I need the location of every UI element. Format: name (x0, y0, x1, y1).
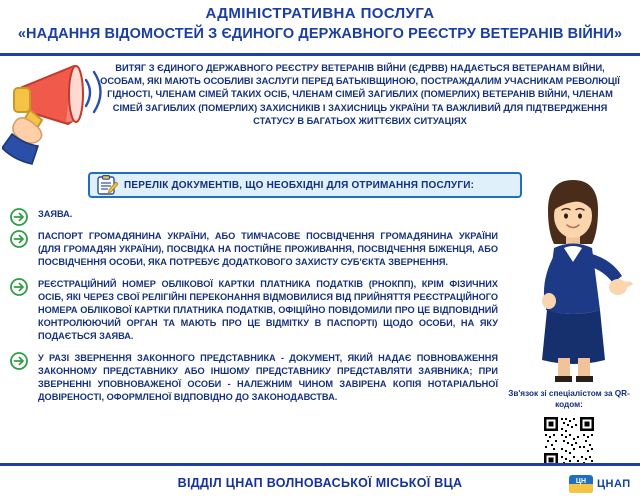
qr-block (508, 388, 630, 471)
page-title: АДМІНІСТРАТИВНА ПОСЛУГА (205, 5, 435, 22)
cnap-badge-icon (568, 472, 594, 496)
list-item (8, 352, 498, 404)
list-item (8, 278, 498, 343)
list-item-text: ЗАЯВА. (38, 209, 73, 219)
cnap-logo (568, 470, 630, 498)
page-subtitle: «НАДАННЯ ВІДОМОСТЕЙ З ЄДИНОГО ДЕРЖАВНОГО РЕЄСТРУ ВЕТЕРАНІВ ВІЙНИ» (17, 26, 623, 42)
cnap-logo-text: ЦНАП (597, 478, 631, 490)
qr-caption: Зв'язок зі спеціалістом за QR-кодом: (508, 389, 630, 409)
list-item (8, 230, 498, 269)
arrow-right-icon (10, 230, 28, 248)
footer-text: ВІДДІЛ ЦНАП ВОЛНОВАСЬКОЇ МІСЬКОЇ ВЦА (177, 476, 463, 490)
list-item-text: РЕЄСТРАЦІЙНИЙ НОМЕР ОБЛІКОВОЇ КАРТКИ ПЛАТНИКА ПОДАТКІВ (РНОКПП), КРІМ ФІЗИЧНИХ ОСІБ, ЯКІ ЧЕРЕЗ СВОЇ РЕЛІГІЙНІ ПЕРЕКОНАННЯ ВІДМОВИЛИСЯ ВІД ПРИЙНЯТТЯ РЕЄСТРАЦІЙНОГО НОМЕРА ОБЛІКОВОЇ КАРТКИ ПЛАТНИКА ПОДАТКІВ, ОФІЦІЙНО ПОВІДОМИЛИ ПРО ЦЕ ВІДПОВІДНИЙ КОНТРОЛЮЮЧИЙ ОРГАН ТА МАЮТЬ ПРО ЦЕ ВІДМІТКУ В ПАСПОРТІ) ЩОДО ОСОБИ, НА ЯКУ ПОДАЄТЬСЯ ЗАЯВА. (38, 279, 498, 341)
list-item (8, 208, 498, 221)
documents-list (8, 208, 498, 413)
list-item-text: ПАСПОРТ ГРОМАДЯНИНА УКРАЇНИ, АБО ТИМЧАСОВЕ ПОСВІДЧЕННЯ ГРОМАДЯНИНА УКРАЇНИ (ДЛЯ ГРОМАДЯН УКРАЇНИ), ПОСВІДКА НА ПОСТІЙНЕ ПРОЖИВАННЯ, ПОСВІДЧЕННЯ БІЖЕНЦЯ, АБО ПОСВІДЧЕННЯ ОСОБИ, ЯКА ПОТРЕБУЄ ДОДАТКОВОГО ЗАХИСТУ СУБ'ЄКТА ЗВЕРНЕННЯ. (38, 231, 498, 267)
clipboard-icon (96, 175, 118, 195)
arrow-right-icon (10, 278, 28, 296)
header (0, 0, 640, 56)
arrow-right-icon (10, 352, 28, 370)
documents-banner-title: ПЕРЕЛІК ДОКУМЕНТІВ, ЩО НЕОБХІДНІ ДЛЯ ОТРИМАННЯ ПОСЛУГИ: (124, 179, 475, 191)
arrow-right-icon (10, 208, 28, 226)
footer (0, 463, 640, 500)
svg-text:ЦН: ЦН (575, 478, 587, 485)
intro-paragraph: ВИТЯГ З ЄДИНОГО ДЕРЖАВНОГО РЕЄСТРУ ВЕТЕРАНІВ ВІЙНИ (ЄДРВВ) НАДАЄТЬСЯ ВЕТЕРАНАМ ВІЙНИ, ОСОБАМ, ЯКІ МАЮТЬ ОСОБЛИВІ ЗАСЛУГИ ПЕРЕД БАТЬКІВЩИНОЮ, ПОСТРАЖДАЛИМ УЧАСНИКАМ РЕВОЛЮЦІЇ ГІДНОСТІ, ЧЛЕНАМ СІМЕЙ ТАКИХ ОСІБ, ЧЛЕНАМ СІМЕЙ ЗАГИБЛИХ (ПОМЕРЛИХ) ВЕТЕРАНІВ ВІЙНИ, ЧЛЕНАМ СІМЕЙ ЗАГИБЛИХ (ПОМЕРЛИХ) ЗАХИСНИКІВ І ЗАХИСНИЦЬ УКРАЇНИ ТА ВАЖЛИВИЙ ДЛЯ ПІДТВЕРДЖЕННЯ СТАТУСУ В БАГАТЬОХ ЖИТТЄВИХ СИТУАЦІЯХ (100, 63, 620, 126)
megaphone-icon (2, 58, 106, 170)
woman-consultant-illustration (506, 170, 636, 385)
list-item-text: У РАЗІ ЗВЕРНЕННЯ ЗАКОННОГО ПРЕДСТАВНИКА - ДОКУМЕНТ, ЯКИЙ НАДАЄ ПОВНОВАЖЕННЯ ЗАКОННОМУ ПРЕДСТАВНИКУ АБО ІНШОМУ ПРЕДСТАВНИКУ ПРЕДСТАВЛЯТИ ЗАЯВНИКА; ПРИ ЗВЕРНЕННІ УПОВНОВАЖЕНОЇ ОСОБИ - НАЛЕЖНИМ ЧИНОМ ЗАВІРЕНА КОПІЯ НОТАРІАЛЬНОЇ ДОВІРЕНОСТІ, ОФОРМЛЕНОЇ ВІДПОВІДНО ДО ЗАКОНОДАВСТВА. (38, 353, 498, 402)
documents-banner (88, 172, 522, 198)
